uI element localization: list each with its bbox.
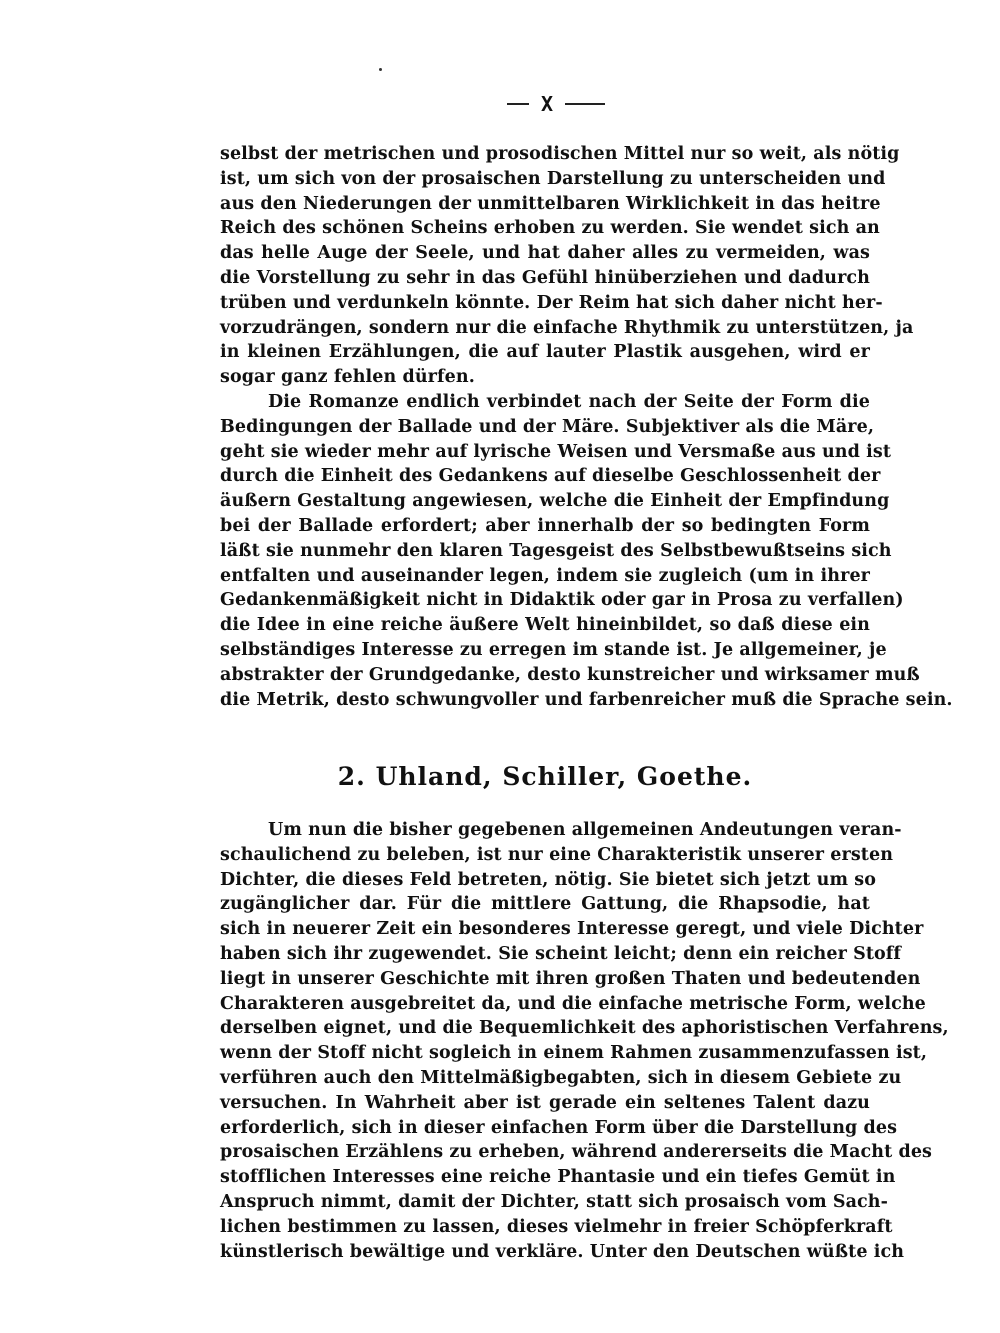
text-block-upper bbox=[220, 142, 953, 712]
text-line: Dichter, die dieses Feld betreten, nötig. Sie bietet sich jetzt um so bbox=[220, 869, 876, 890]
text-line: prosaischen Erzählens zu erheben, während andererseits die Macht des bbox=[220, 1142, 933, 1163]
text-line: selbständiges Interesse zu erregen im stande ist. Je allgemeiner, je bbox=[220, 639, 887, 660]
text-line: liegt in unserer Geschichte mit ihren großen Thaten und bedeutenden bbox=[220, 968, 921, 989]
text-line: bei der Ballade erfordert; aber innerhalb der so bedingten Form bbox=[220, 515, 870, 536]
text-line: versuchen. In Wahrheit aber ist gerade ein seltenes Talent dazu bbox=[220, 1092, 870, 1113]
header-dash-right bbox=[565, 103, 605, 105]
text-line: Bedingungen der Ballade und der Märe. Subjektiver als die Märe, bbox=[220, 416, 875, 437]
text-line: das helle Auge der Seele, und hat daher alles zu vermeiden, was bbox=[220, 243, 870, 264]
text-line: Anspruch nimmt, damit der Dichter, statt sich prosaisch vom Sach- bbox=[220, 1191, 888, 1212]
text-line: geht sie wieder mehr auf lyrische Weisen und Versmaße aus und ist bbox=[220, 441, 892, 462]
text-line: verführen auch den Mittelmäßigbegabten, sich in diesem Gebiete zu bbox=[220, 1067, 902, 1088]
text-line: Gedankenmäßigkeit nicht in Didaktik oder gar in Prosa zu verfallen) bbox=[220, 590, 904, 611]
text-line: die Vorstellung zu sehr in das Gefühl hinüberziehen und dadurch bbox=[220, 267, 870, 288]
text-line: künstlerisch bewältige und verkläre. Unter den Deutschen wüßte ich bbox=[220, 1241, 905, 1262]
text-line: selbst der metrischen und prosodischen Mittel nur so weit, als nötig bbox=[220, 144, 900, 164]
text-line: vorzudrängen, sondern nur die einfache Rhythmik zu unterstützen, ja bbox=[220, 317, 914, 338]
page-header bbox=[486, 92, 626, 116]
text-line: in kleinen Erzählungen, die auf lauter Plastik ausgehen, wird er bbox=[220, 342, 870, 363]
text-line: derselben eignet, und die Bequemlichkeit des aphoristischen Verfahrens, bbox=[220, 1018, 949, 1039]
text-line: zugänglicher dar. Für die mittlere Gattung, die Rhapsodie, hat bbox=[220, 894, 870, 915]
text-line: sogar ganz fehlen dürfen. bbox=[220, 367, 475, 388]
text-line: Die Romanze endlich verbindet nach der Seite der Form die bbox=[268, 391, 870, 412]
text-line: schaulichend zu beleben, ist nur eine Charakteristik unserer ersten bbox=[220, 844, 894, 865]
text-line: haben sich ihr zugewendet. Sie scheint leicht; denn ein reicher Stoff bbox=[220, 943, 902, 964]
ink-speck bbox=[379, 68, 382, 71]
text-line: Charakteren ausgebreitet da, und die einfache metrische Form, welche bbox=[220, 993, 926, 1014]
text-line: durch die Einheit des Gedankens auf dieselbe Geschlossenheit der bbox=[220, 466, 881, 487]
text-line: wenn der Stoff nicht sogleich in einem Rahmen zusammenzufassen ist, bbox=[220, 1043, 928, 1064]
section-heading: 2. Uhland, Schiller, Goethe. bbox=[337, 762, 753, 791]
text-line: aus den Niederungen der unmittelbaren Wirklichkeit in das heitre bbox=[220, 193, 881, 214]
text-line: die Idee in eine reiche äußere Welt hineinbildet, so daß diese ein bbox=[220, 615, 870, 636]
text-line: die Metrik, desto schwungvoller und farbenreicher muß die Sprache sein. bbox=[220, 689, 953, 710]
text-line: abstrakter der Grundgedanke, desto kunstreicher und wirksamer muß bbox=[220, 664, 920, 685]
text-line: trüben und verdunkeln könnte. Der Reim hat sich daher nicht her- bbox=[220, 292, 883, 313]
text-block-lower bbox=[220, 818, 949, 1264]
text-line: ist, um sich von der prosaischen Darstellung zu unterscheiden und bbox=[220, 168, 886, 189]
text-line: Reich des schönen Scheins erhoben zu werden. Sie wendet sich an bbox=[220, 218, 880, 239]
text-line: erforderlich, sich in dieser einfachen Form über die Darstellung des bbox=[220, 1117, 898, 1138]
text-line: äußern Gestaltung angewiesen, welche die Einheit der Empfindung bbox=[220, 491, 890, 512]
text-line: lichen bestimmen zu lassen, dieses vielmehr in freier Schöpferkraft bbox=[220, 1216, 893, 1237]
header-dash-left bbox=[507, 103, 529, 105]
text-line: entfalten und auseinander legen, indem sie zugleich (um in ihrer bbox=[220, 565, 870, 586]
text-line: sich in neuerer Zeit ein besonderes Interesse geregt, und viele Dichter bbox=[220, 919, 924, 940]
page-number: X bbox=[540, 92, 554, 116]
text-line: läßt sie nunmehr den klaren Tagesgeist des Selbstbewußtseins sich bbox=[220, 540, 892, 561]
text-line: stofflichen Interesses eine reiche Phantasie und ein tiefes Gemüt in bbox=[220, 1167, 896, 1188]
text-line: Um nun die bisher gegebenen allgemeinen Andeutungen veran- bbox=[268, 820, 902, 840]
